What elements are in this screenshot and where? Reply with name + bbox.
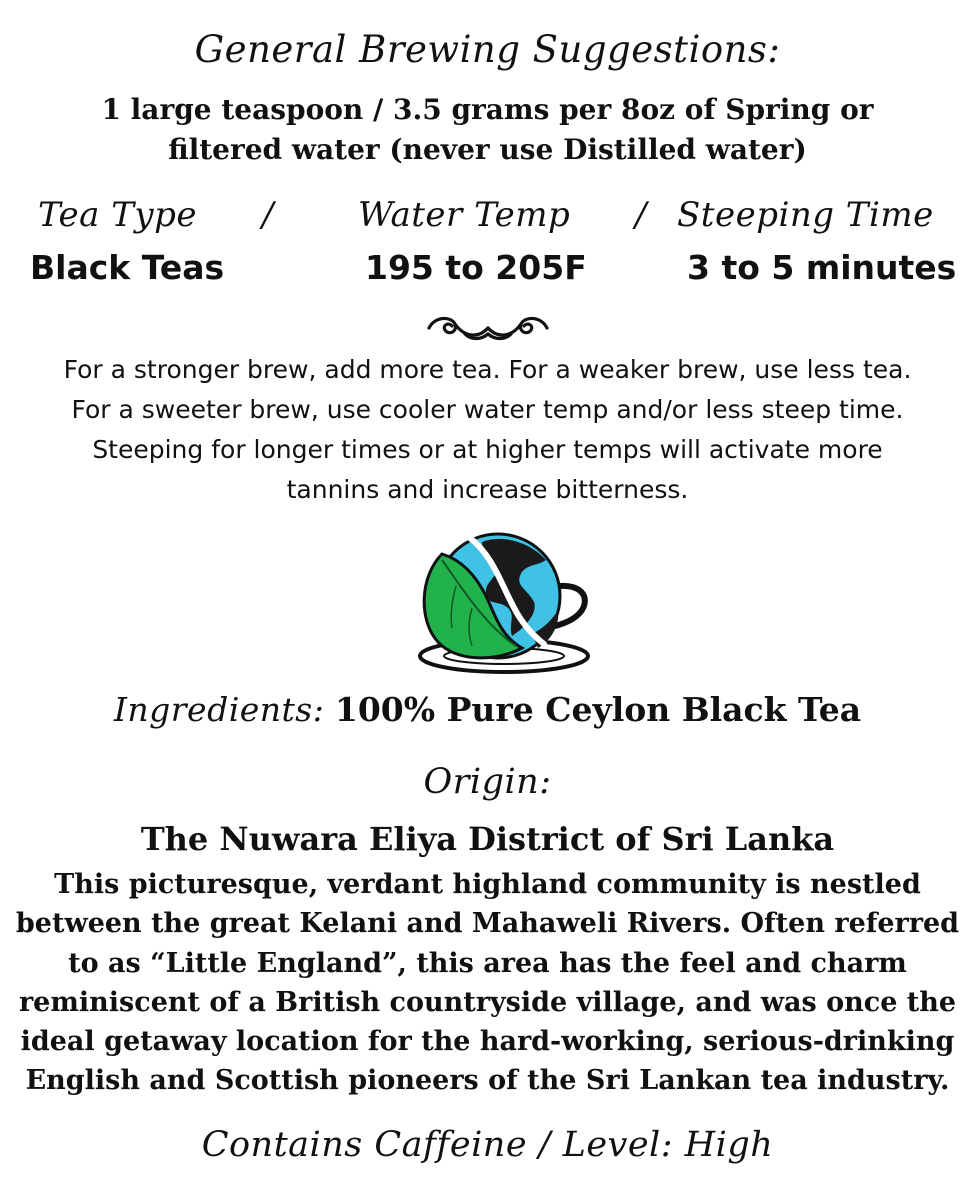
ingredients-line — [0, 690, 975, 729]
origin-description — [0, 865, 975, 1101]
advice-line: Steeping for longer times or at higher temps will activate more — [92, 435, 883, 464]
origin-line: to as “Little England”, this area has the feel and charm — [68, 947, 907, 979]
caffeine-level: Contains Caffeine / Level: High — [201, 1125, 774, 1165]
brewing-advice — [0, 350, 975, 510]
origin-line: English and Scottish pioneers of the Sri Lankan tea industry. — [25, 1065, 950, 1097]
origin-line: between the great Kelani and Mahaweli Rivers. Often referred — [15, 908, 960, 940]
origin-line: reminiscent of a British countryside village, and was once the — [18, 986, 957, 1018]
header-water-temp: Water Temp — [358, 195, 571, 235]
advice-line: tannins and increase bitterness. — [286, 475, 689, 504]
cell-steeping-time: 3 to 5 minutes — [687, 248, 957, 287]
origin-place: The Nuwara Eliya District of Sri Lanka — [140, 820, 835, 858]
origin-label: Origin: — [423, 762, 552, 802]
header-tea-type: Tea Type — [38, 195, 198, 235]
cell-water-temp: 195 to 205F — [365, 248, 587, 287]
advice-line: For a stronger brew, add more tea. For a weaker brew, use less tea. — [63, 355, 912, 384]
cell-tea-type: Black Teas — [30, 248, 225, 287]
header-steeping-time: Steeping Time — [677, 195, 934, 235]
brew-table-row — [0, 248, 975, 292]
brewing-instructions — [60, 90, 915, 170]
ingredients-value: 100% Pure Ceylon Black Tea — [334, 690, 862, 729]
scroll-flourish-icon — [425, 312, 551, 344]
ingredients-label: Ingredients: — [113, 690, 325, 729]
header-separator: / — [262, 195, 274, 235]
origin-line: This picturesque, verdant highland community is nestled — [54, 869, 921, 900]
brewing-line: 1 large teaspoon / 3.5 grams per 8oz of Spring or — [101, 93, 874, 126]
header-separator: / — [635, 195, 647, 235]
origin-line: ideal getaway location for the hard-working, serious-drinking — [20, 1026, 955, 1058]
globe-teacup-logo — [412, 524, 596, 676]
brewing-line: filtered water (never use Distilled water) — [168, 133, 807, 166]
advice-line: For a sweeter brew, use cooler water temp and/or less steep time. — [71, 395, 904, 424]
brew-table-header — [0, 195, 975, 241]
brewing-heading: General Brewing Suggestions: — [194, 28, 781, 71]
